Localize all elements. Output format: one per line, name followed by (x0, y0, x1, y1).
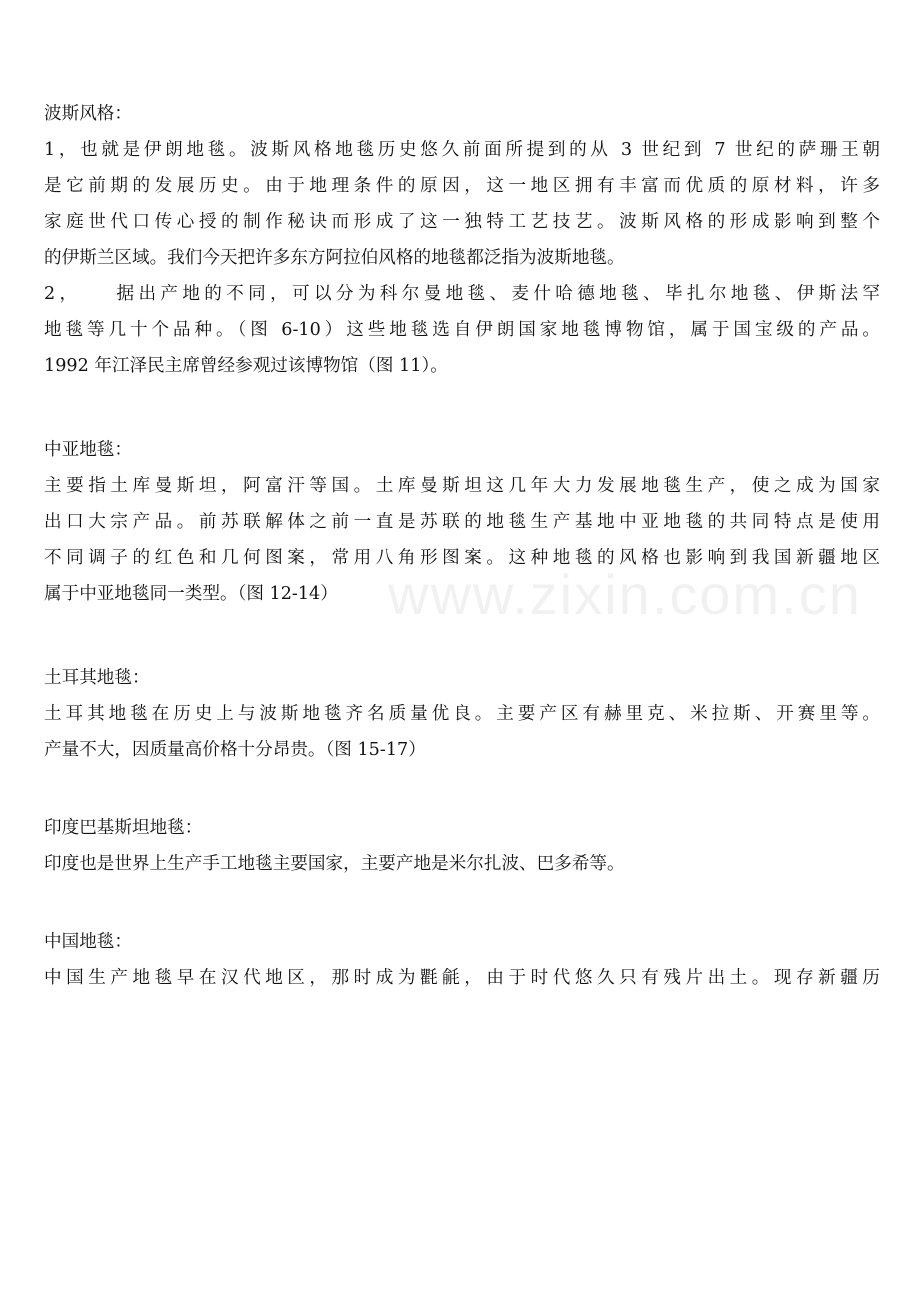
paragraph-line: 1992 年江泽民主席曾经参观过该博物馆（图 11）。 (44, 356, 448, 376)
paragraph-line: 主要指土库曼斯坦，阿富汗等国。土库曼斯坦这几年大力发展地毯生产，使之成为国家 (44, 476, 880, 496)
section-heading-central-asia: 中亚地毯： (44, 440, 132, 460)
document-body (44, 96, 880, 996)
paragraph-line: 不同调子的红色和几何图案，常用八角形图案。这种地毯的风格也影响到我国新疆地区 (44, 548, 880, 568)
section-gap (44, 612, 880, 660)
paragraph-line: 中国生产地毯早在汉代地区，那时成为氍毹，由于时代悠久只有残片出土。现存新疆历 (44, 968, 880, 988)
paragraph-line: 是它前期的发展历史。由于地理条件的原因，这一地区拥有丰富而优质的原材料，许多 (44, 176, 880, 196)
section-heading-china: 中国地毯： (44, 932, 132, 952)
section-gap (44, 882, 880, 924)
paragraph-line: 1，也就是伊朗地毯。波斯风格地毯历史悠久前面所提到的从 3 世纪到 7 世纪的萨珊王朝 (44, 140, 880, 160)
paragraph-line: 产量不大，因质量高价格十分昂贵。（图 15-17） (44, 740, 426, 760)
section-gap (44, 384, 880, 432)
paragraph-line: 印度也是世界上生产手工地毯主要国家，主要产地是米尔扎波、巴多希等。 (44, 854, 625, 874)
paragraph-line: 土耳其地毯在历史上与波斯地毯齐名质量优良。主要产区有赫里克、米拉斯、开赛里等。 (44, 704, 880, 724)
paragraph-line: 家庭世代口传心授的制作秘诀而形成了这一独特工艺技艺。波斯风格的形成影响到整个 (44, 212, 880, 232)
paragraph-line: 的伊斯兰区域。我们今天把许多东方阿拉伯风格的地毯都泛指为波斯地毯。 (44, 248, 625, 268)
section-gap (44, 768, 880, 810)
watermark: www.zixin.com.cn (388, 563, 862, 626)
section-heading-persia: 波斯风格： (44, 104, 132, 124)
section-heading-turkey: 土耳其地毯： (44, 668, 150, 688)
paragraph-line: 出口大宗产品。前苏联解体之前一直是苏联的地毯生产基地中亚地毯的共同特点是使用 (44, 512, 880, 532)
paragraph-line: 地毯等几十个品种。（图 6-10）这些地毯选自伊朗国家地毯博物馆，属于国宝级的产品。 (44, 320, 880, 340)
section-heading-india: 印度巴基斯坦地毯： (44, 818, 203, 838)
paragraph-line: 2， 据出产地的不同，可以分为科尔曼地毯、麦什哈德地毯、毕扎尔地毯、伊斯法罕 (44, 284, 880, 304)
paragraph-line: 属于中亚地毯同一类型。（图 12-14） (44, 584, 338, 604)
